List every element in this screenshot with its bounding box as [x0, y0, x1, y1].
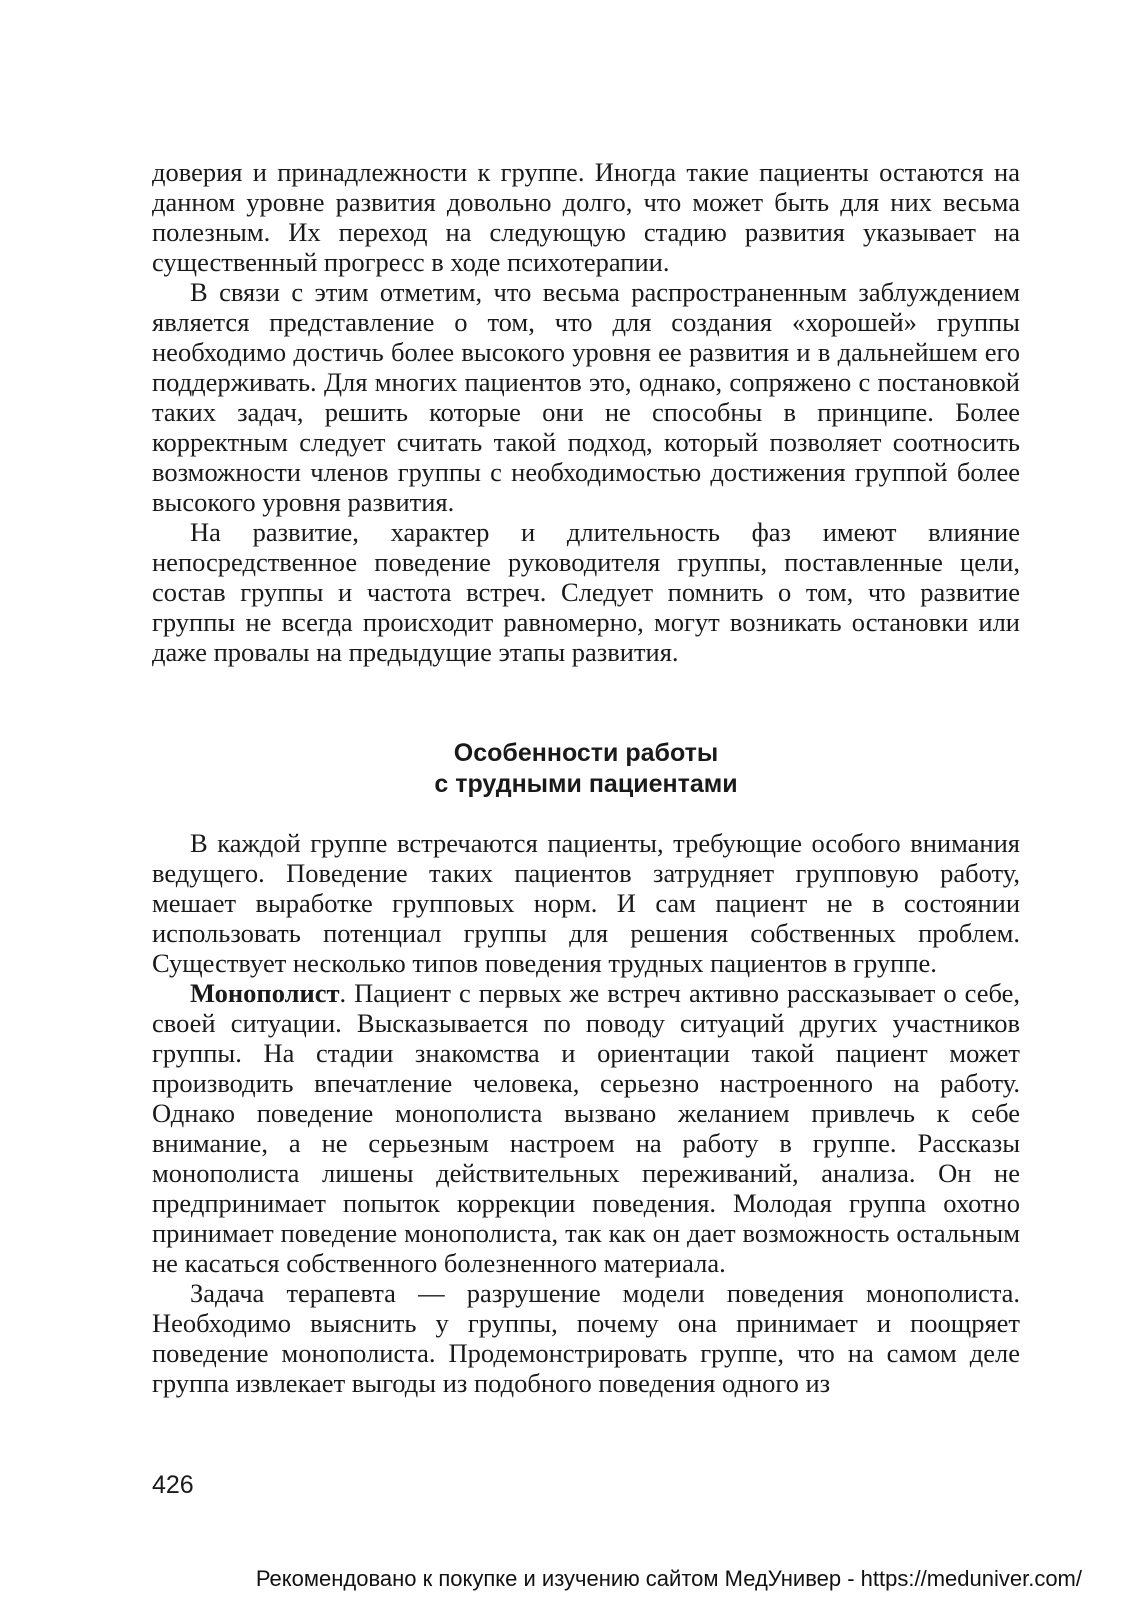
- paragraph-group-development: На развитие, характер и длительность фаз имеют влияние непосредственное поведение руководителя группы, поставленные цели, состав группы и частота встреч. Следует помнить о том, что развитие группы не всегда происходит равномерно, могут возникать остановки или даже провалы на предыдущие этапы развития.: [152, 517, 1020, 667]
- paragraph-difficult-patients-intro: В каждой группе встречаются пациенты, требующие особого внимания ведущего. Поведение таких пациентов затрудняет групповую работу, мешает выработке групповых норм. И сам пациент не в состоянии использовать потенциал группы для решения собственных проблем. Существует несколько типов поведения трудных пациентов в группе.: [152, 828, 1020, 978]
- paragraph-continuation: доверия и принадлежности к группе. Иногда такие пациенты остаются на данном уровне развития довольно долго, что может быть для них весьма полезным. Их переход на следующую стадию развития указывает на существенный прогресс в ходе психотерапии.: [152, 157, 1020, 277]
- paragraph-monopolist: [152, 978, 1020, 1278]
- page-number: 426: [152, 1471, 194, 1499]
- section-heading: [152, 738, 1020, 800]
- paragraph-misconception: В связи с этим отметим, что весьма распространенным заблуждением является представление о том, что для создания «хорошей» группы необходимо достичь более высокого уровня ее развития и в дальнейшем его поддерживать. Для многих пациентов это, однако, сопряжено с постановкой таких задач, решить которые они не способны в принципе. Более корректным следует считать такой подход, который позволяет соотносить возможности членов группы с необходимостью достижения группой более высокого уровня развития.: [152, 277, 1020, 517]
- monopolist-term: Монополист: [190, 978, 340, 1008]
- paragraph-therapist-task: Задача терапевта — разрушение модели поведения монополиста. Необходимо выяснить у группы, почему она принимает и поощряет поведение монополиста. Продемонстрировать группе, что на самом деле группа извлекает выгоды из подобного поведения одного из: [152, 1278, 1020, 1398]
- footer-recommendation: Рекомендовано к покупке и изучению сайтом МедУнивер - https://meduniver.com/: [255, 1566, 1082, 1591]
- section-heading-line-2: с трудными пациентами: [434, 770, 738, 798]
- top-text-block: [152, 157, 1020, 667]
- monopolist-description: . Пациент с первых же встреч активно рассказывает о себе, своей ситуации. Высказывается по поводу ситуаций других участников группы. На стадии знакомства и ориентации такой пациент может производить впечатление человека, серьезно настроенного на работу. Однако поведение монополиста вызвано желанием привлечь к себе внимание, а не серьезным настроем на работу в группе. Рассказы монополиста лишены действительных переживаний, анализа. Он не предпринимает попыток коррекции поведения. Молодая группа охотно принимает поведение монополиста, так как он дает возможность остальным не касаться собственного болезненного материала.: [152, 978, 1020, 1278]
- section-heading-line-1: Особенности работы: [453, 739, 719, 767]
- bottom-text-block: [152, 828, 1020, 1398]
